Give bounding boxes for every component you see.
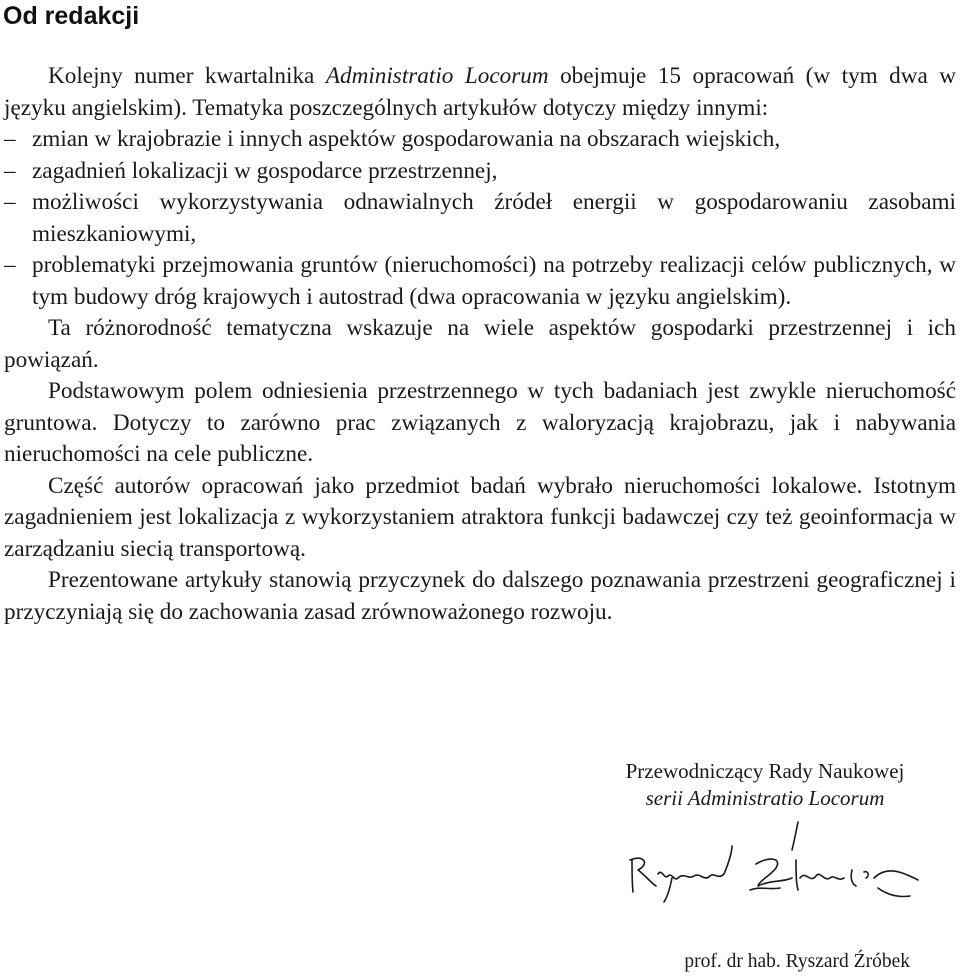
- topic-list: [4, 124, 956, 313]
- closing-paragraph: Prezentowane artykuły stanowią przyczynek do dalszego poznawania przestrzeni geograficznej i przyczyniają się do zachowania zasad zrównoważonego rozwoju.: [4, 567, 956, 625]
- reference-paragraph: Podstawowym polem odniesienia przestrzennego w tych badaniach jest zwykle nieruchomość gruntowa. Dotyczy to zarówno prac związanych z waloryzacją krajobrazu, jak i nabywania nieruchomości na cele publiczne.: [4, 378, 956, 467]
- page-title: Od redakcji: [3, 2, 140, 30]
- intro-text-start: Kolejny numer kwartalnika: [48, 63, 326, 89]
- signer-name: prof. dr hab. Ryszard Źróbek: [684, 951, 910, 972]
- topic-item: – problematyki przejmowania gruntów (nieruchomości) na potrzeby realizacji celów publicznych, w tym budowy dróg krajowych i autostrad (dwa opracowania w języku angielskim).: [4, 250, 956, 313]
- intro-text-end: obejmuje 15 opracowań (w tym dwa w języku angielskim). Tematyka poszczególnych artykułów dotyczy między innymi:: [4, 63, 957, 121]
- topic-item: – możliwości wykorzystywania odnawialnych źródeł energii w gospodarowaniu zasobami mieszkaniowymi,: [4, 187, 956, 250]
- journal-title: Administratio Locorum: [325, 63, 549, 89]
- diversity-paragraph: Ta różnorodność tematyczna wskazuje na wiele aspektów gospodarki przestrzennej i ich powiązań.: [4, 315, 956, 373]
- series-name: serii Administratio Locorum: [645, 786, 885, 810]
- handwritten-signature: [620, 820, 920, 915]
- topic-item: – zmian w krajobrazie i innych aspektów gospodarowania na obszarach wiejskich,: [4, 124, 956, 156]
- chairman-role: Przewodniczący Rady Naukowej: [625, 759, 905, 783]
- authors-paragraph: Część autorów opracowań jako przedmiot badań wybrało nieruchomości lokalowe. Istotnym zagadnieniem jest lokalizacja z wykorzystaniem atraktora funkcji badawczej czy też geoinformacja w zarządzaniu siecią transportową.: [4, 472, 956, 562]
- intro-paragraph: [4, 61, 956, 124]
- editorial-body: [4, 61, 956, 628]
- signature-block: [610, 758, 920, 812]
- topic-item: – zagadnień lokalizacji w gospodarce przestrzennej,: [4, 156, 956, 188]
